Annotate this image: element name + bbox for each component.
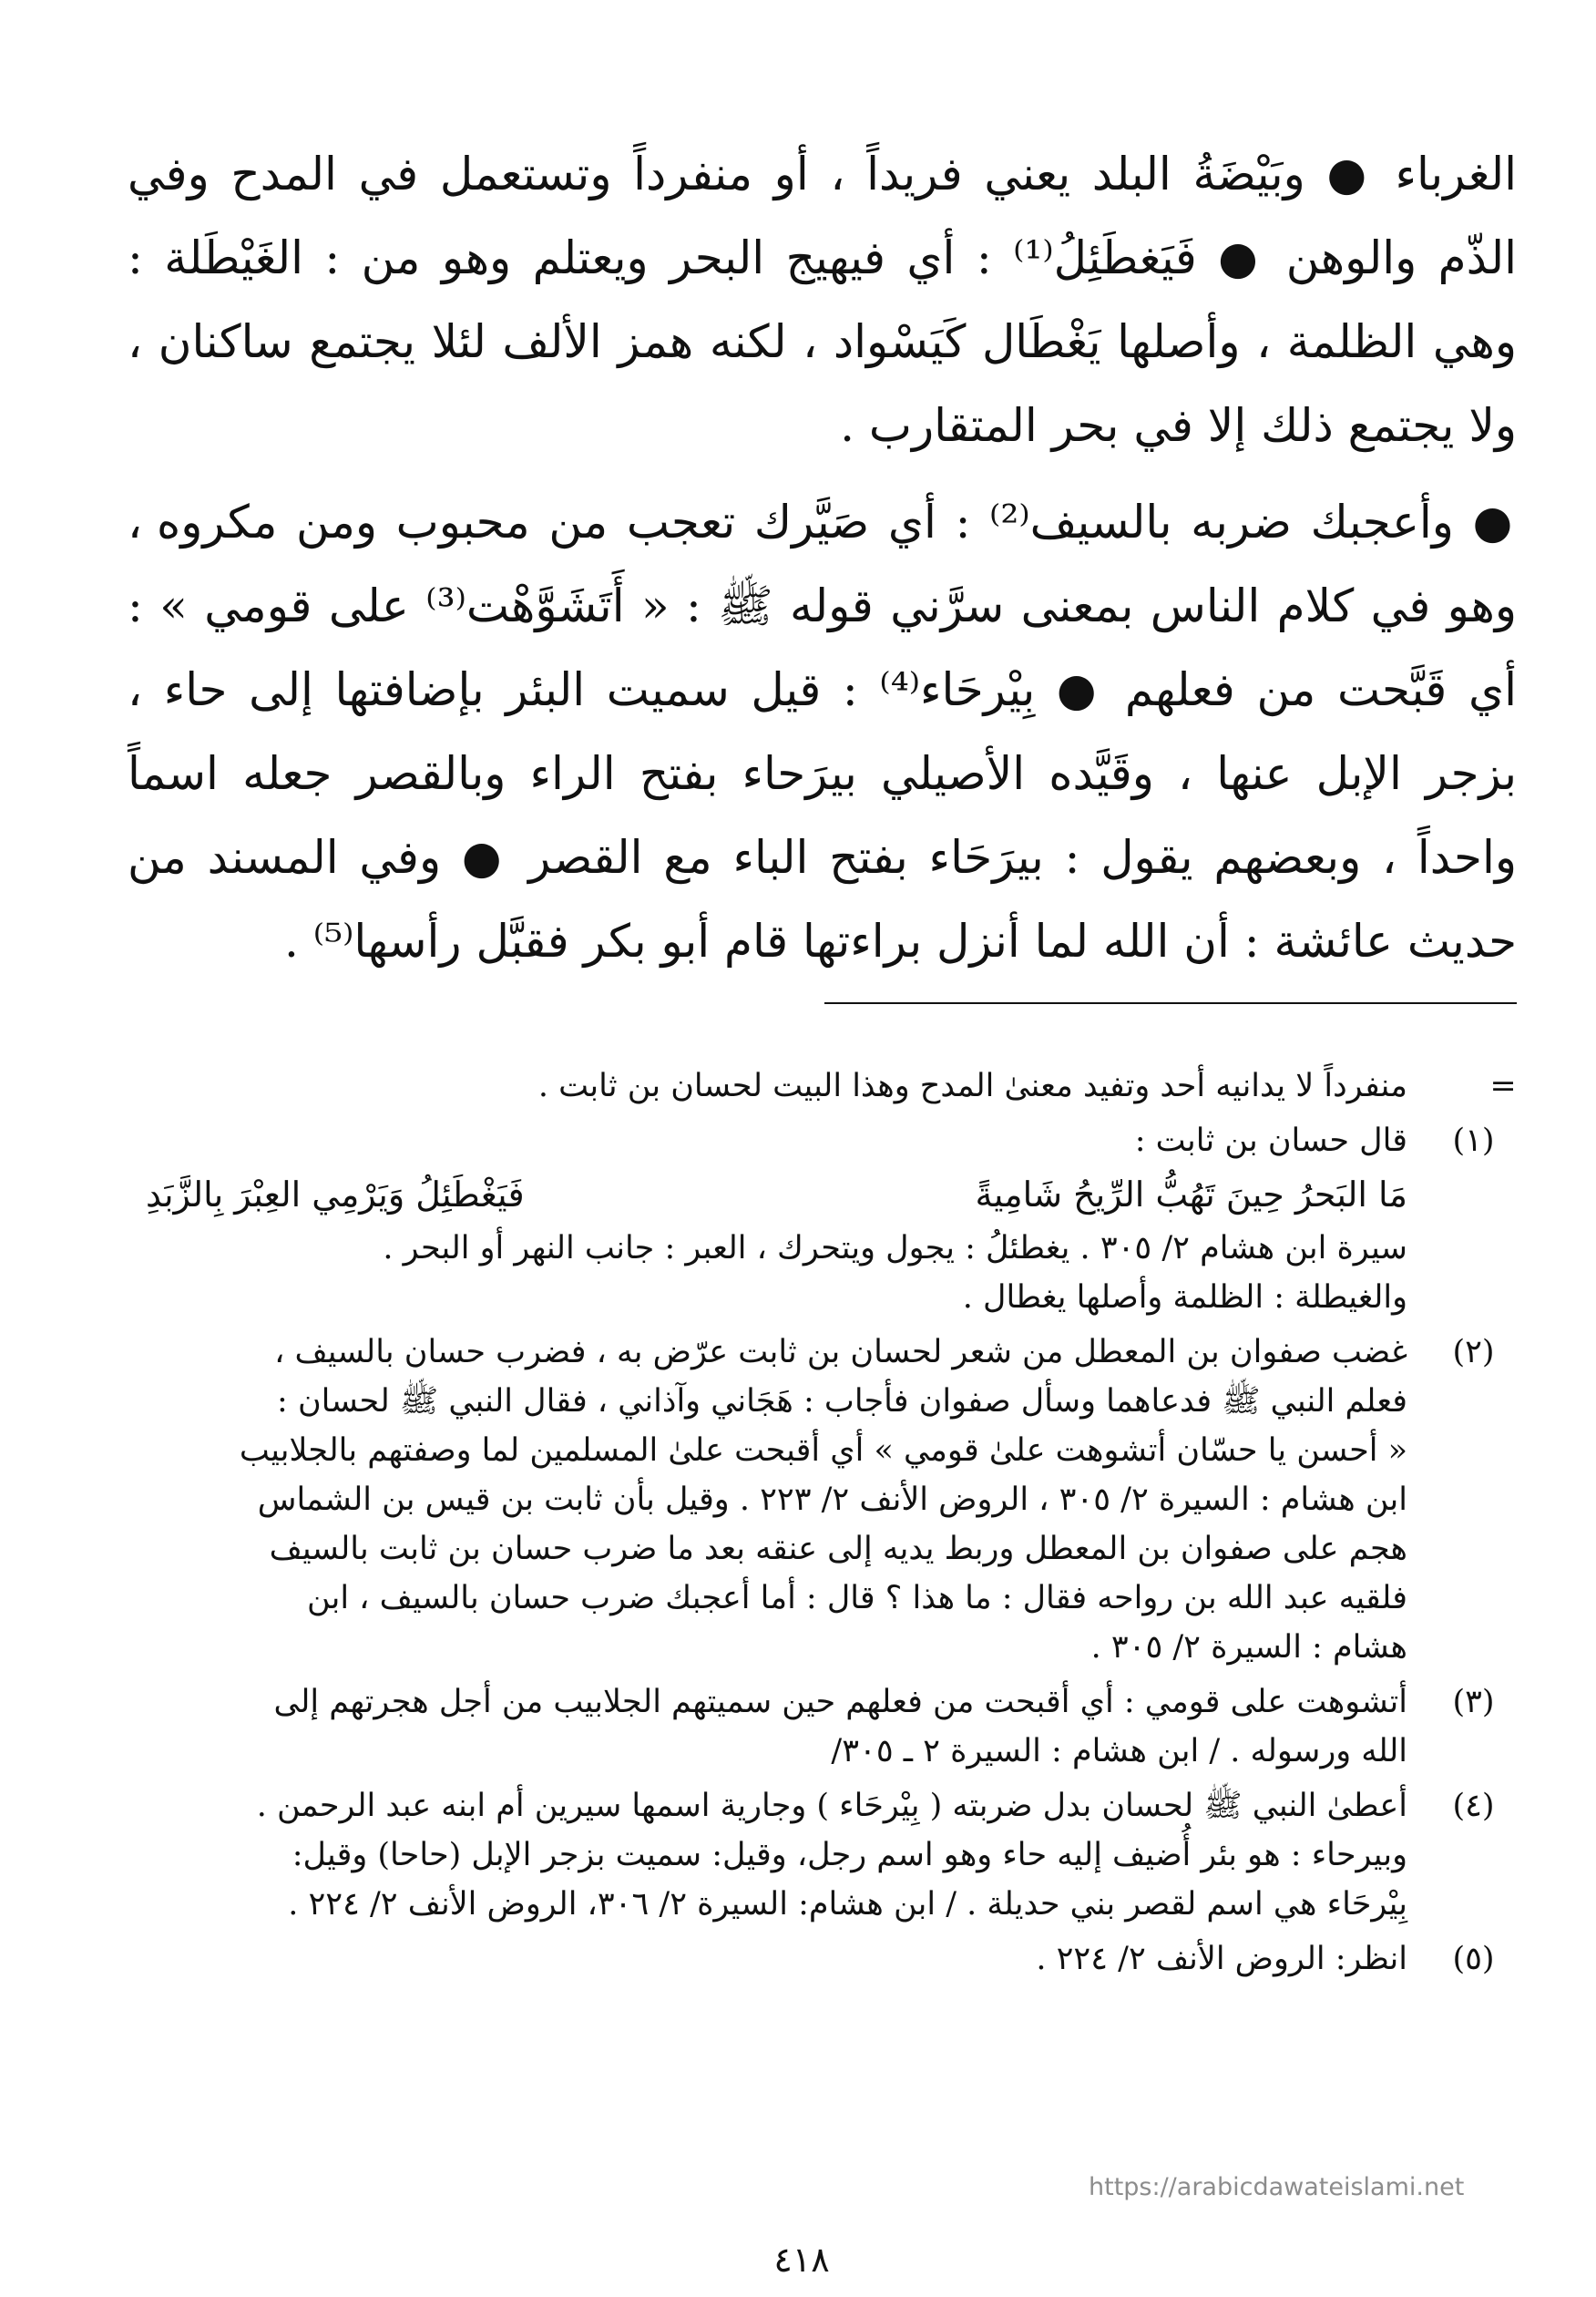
- footnote-number: (٢): [1452, 1334, 1495, 1370]
- text-line: قومي » : أي قَبَّحت من فعلهم ● بِيْرحَاء⁽⁴⁾ : قيل سميت البئر بإضافتها إلى: [128, 579, 1517, 716]
- text-line: واحداً ، وبعضهم يقول : بيرَحَاء بفتح الباء مع القصر ● وفي المسند من: [128, 831, 1517, 884]
- footnote-line: قال حسان بن ثابت :: [1134, 1123, 1407, 1159]
- footnote-continuation: [128, 1061, 1517, 1111]
- footnote-3: [128, 1677, 1517, 1776]
- text-line: حاء ، بزجر الإبل عنها ، وقَيَّده الأصيلي بيرَحاء بفتح الراء وبالقصر جعله اسماً: [128, 663, 1517, 800]
- footnotes: [128, 1061, 1517, 1989]
- footnote-number: (١): [1452, 1123, 1495, 1159]
- verse-hemistich-1: مَا البَحرُ حِينَ تَهُبُّ الرِّيحُ شَامِيةً: [975, 1174, 1407, 1215]
- verse-hemistich-2: فَيَغْطَئِلُ وَيَرْمِي العِبْرَ بِالزَّبَدِ: [146, 1174, 525, 1215]
- continuation-mark: =: [1489, 1068, 1517, 1104]
- watermark-url: https://arabicdawateislami.net: [1089, 2173, 1465, 2201]
- footnote-line: وبيرحاء : هو بئر أُضيف إليه حاء وهو اسم رجل، وقيل: سميت بزجر الإبل (حاحا) وقيل:: [292, 1837, 1407, 1873]
- text-line: مكروه ، وهو في كلام الناس بمعنى سرَّني قوله ﷺ : « أَتَشَوَّهْت⁽³⁾ على: [128, 496, 1517, 632]
- footnote-4: [128, 1781, 1517, 1929]
- footnote-line: أتشوهت على قومي : أي أقبحت من فعلهم حين سميتهم الجلابيب من أجل هجرتهم إلى: [273, 1684, 1407, 1720]
- footnote-2: [128, 1328, 1517, 1672]
- footnote-line: فلقيه عبد الله بن رواحه فقال : ما هذا ؟ قال : أما أعجبك ضرب حسان بالسيف ، ابن: [306, 1580, 1407, 1616]
- text-line: ● وأعجبك ضربه بالسيف⁽²⁾ : أي صَيَّرك تعجب من محبوب ومن: [296, 496, 1517, 549]
- footnote-line: أعطىٰ النبي ﷺ لحسان بدل ضربته ( بِيْرحَاء ) وجارية اسمها سيرين أم ابنه عبد الرحمن .: [256, 1788, 1407, 1824]
- text-line: الظلمة ، وأصلها يَغْطَال كَيَسْواد ، لكنه همز الألف لئلا يجتمع ساكنان ،: [128, 315, 1417, 368]
- page-number: ٤١٨: [773, 2240, 830, 2280]
- footnote-line: ابن هشام : السيرة ٢/ ٣٠٥ ، الروض الأنف ٢/ ٢٢٣ . وقيل بأن ثابت بن قيس بن الشماس: [257, 1482, 1407, 1518]
- text-line: والوهن ● فَيَغطَئِلُ⁽¹⁾ : أي فيهيج البحر ويعتلم وهو من : الغَيْطَلة : وهي: [128, 231, 1517, 368]
- footnote-line: منفرداً لا يدانيه أحد وتفيد معنىٰ المدح وهذا البيت لحسان بن ثابت .: [537, 1068, 1407, 1104]
- footnote-line: بِيْرحَاء هي اسم لقصر بني حديلة . / ابن هشام: السيرة ٢/ ٣٠٦، الروض الأنف ٢/ ٢٢٤ .: [288, 1886, 1407, 1923]
- text-line: ولا يجتمع ذلك إلا في بحر المتقارب .: [840, 399, 1517, 452]
- footnote-separator: [824, 1002, 1517, 1004]
- text-line: الغرباء ● وبَيْضَةُ البلد يعني فريداً ، أو منفرداً وتستعمل في المدح وفي الذّم: [128, 148, 1517, 284]
- footnote-line: فعلم النبي ﷺ فدعاهما وسأل صفوان فأجاب : هَجَاني وآذاني ، فقال النبي ﷺ لحسان :: [277, 1383, 1407, 1420]
- footnote-line: سيرة ابن هشام ٢/ ٣٠٥ . يغطئلُ : يجول ويتحرك ، العبر : جانب النهر أو البحر .: [383, 1230, 1407, 1266]
- footnote-line: الله ورسوله . / ابن هشام : السيرة ٢ ـ ٣٠٥/: [831, 1733, 1407, 1769]
- paragraph-1: [128, 132, 1517, 467]
- main-text: [128, 132, 1517, 983]
- paragraph-2: [128, 480, 1517, 983]
- footnote-line: انظر: الروض الأنف ٢/ ٢٢٤ .: [1036, 1941, 1407, 1977]
- footnote-number: (٤): [1452, 1788, 1495, 1824]
- footnote-line: والغيطلة : الظلمة وأصلها يغطال .: [962, 1279, 1407, 1316]
- footnote-line: هجم على صفوان بن المعطل وربط يديه إلى عنقه بعد ما ضرب حسان بن ثابت بالسيف: [269, 1531, 1407, 1567]
- footnote-line: هشام : السيرة ٢/ ٣٠٥ .: [1090, 1629, 1407, 1666]
- footnote-5: [128, 1934, 1517, 1984]
- footnote-1: [128, 1116, 1517, 1322]
- footnote-line: غضب صفوان بن المعطل من شعر لحسان بن ثابت عرّض به ، فضرب حسان بالسيف ،: [274, 1334, 1407, 1370]
- footnote-number: (٣): [1452, 1684, 1495, 1720]
- footnote-number: (٥): [1452, 1941, 1495, 1977]
- poem-verse: [128, 1165, 1407, 1224]
- text-line: حديث عائشة : أن الله لما أنزل براءتها قام أبو بكر فقبَّل رأسها⁽⁵⁾ .: [283, 915, 1517, 968]
- footnote-line: « أحسن يا حسّان أتشوهت علىٰ قومي » أي أقبحت علىٰ المسلمين لما وصفتهم بالجلابيب: [239, 1432, 1407, 1469]
